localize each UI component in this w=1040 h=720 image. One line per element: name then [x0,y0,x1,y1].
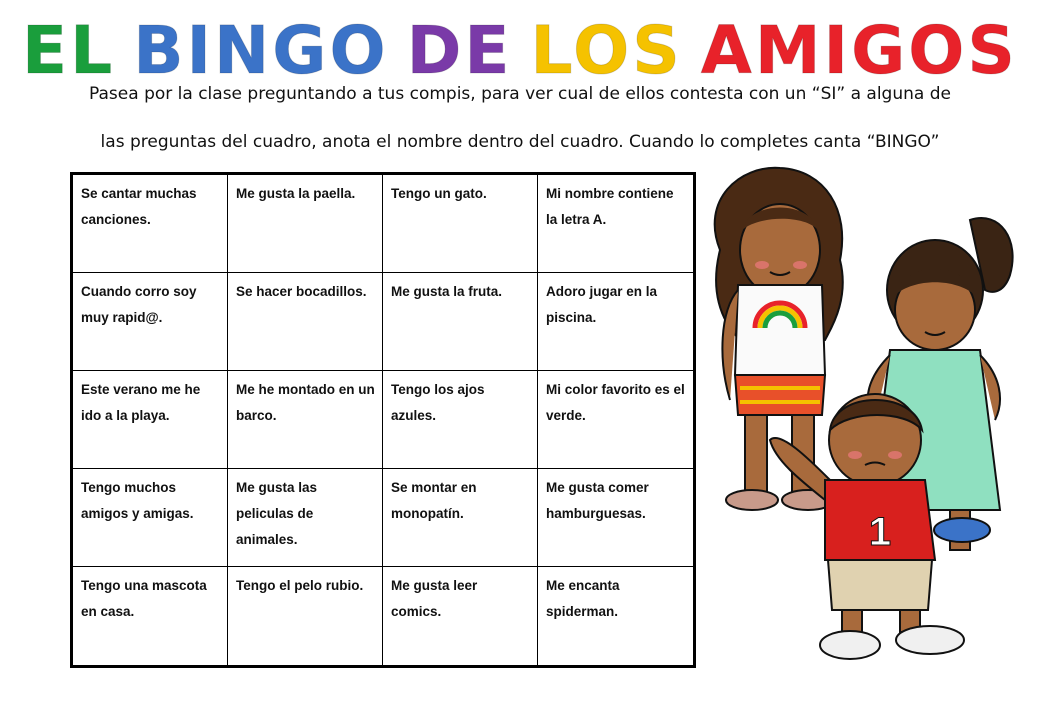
title-word: DE [406,12,513,89]
bingo-cell: Me gusta leer comics. [383,567,538,665]
bingo-cell: Se cantar muchas canciones. [73,175,228,273]
bingo-cell: Este verano me he ido a la playa. [73,371,228,469]
bingo-cell: Se montar en monopatín. [383,469,538,567]
instructions-line-2: las preguntas del cuadro, anota el nombre dentro del cuadro. Cuando lo completes canta “BINGO” [100,132,940,152]
instructions-line-1: Pasea por la clase preguntando a tus compis, para ver cual de ellos contesta con un “SI” a alguna de [89,84,951,104]
bingo-cell: Mi color favorito es el verde. [538,371,693,469]
bingo-cell: Mi nombre contiene la letra A. [538,175,693,273]
title-word: BINGO [133,12,389,89]
bingo-cell: Me gusta la paella. [228,175,383,273]
bingo-cell: Tengo muchos amigos y amigas. [73,469,228,567]
bingo-cell: Tengo los ajos azules. [383,371,538,469]
bingo-board [70,172,696,668]
title-word: LOS [530,12,683,89]
bingo-cell: Me gusta comer hamburguesas. [538,469,693,567]
bingo-cell: Me gusta la fruta. [383,273,538,371]
shirt-number: 1 [868,510,892,554]
title-word: EL [22,12,116,89]
title-word: AMIGOS [700,12,1018,89]
bingo-cell: Me gusta las peliculas de animales. [228,469,383,567]
bingo-cell: Tengo el pelo rubio. [228,567,383,665]
children-illustration [700,160,1030,680]
bingo-cell: Me he montado en un barco. [228,371,383,469]
bingo-cell: Se hacer bocadillos. [228,273,383,371]
bingo-cell: Tengo un gato. [383,175,538,273]
bingo-cell: Tengo una mascota en casa. [73,567,228,665]
bingo-cell: Adoro jugar en la piscina. [538,273,693,371]
bingo-cell: Me encanta spiderman. [546,578,620,619]
page-title [0,12,1040,90]
bingo-cell: Cuando corro soy muy rapid@. [73,273,228,371]
